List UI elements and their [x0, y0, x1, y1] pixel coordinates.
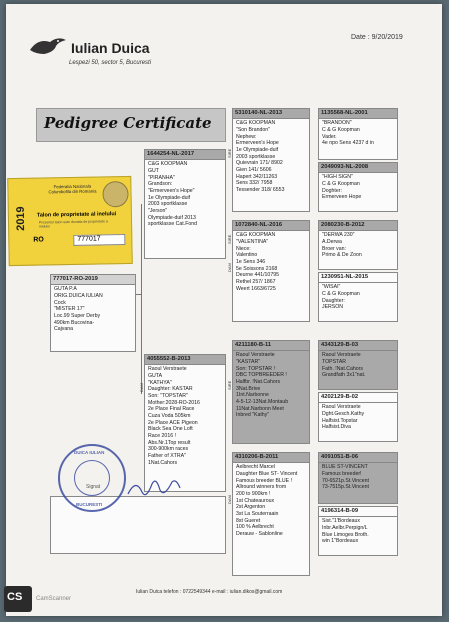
dds-details: BLUE ST-VINCENT Famous breeder! 70-6521p.St.Vincent 73-7515p.St.Vincent — [322, 464, 369, 491]
bird-logo-icon — [28, 34, 68, 58]
sire-label: SIRE — [227, 234, 232, 244]
dam-box — [144, 354, 226, 492]
dss-box — [318, 340, 398, 390]
dds-box — [318, 452, 398, 504]
sire-dam-details: C&G KOOPMAN "VALENTINA" Niece: Valentino 1e Sens 346 5e Soissons 2168 Deurne 441/10795 Rethel 257/ 1867 Weert 1663/6725 — [236, 232, 279, 292]
card-year: 2019 — [14, 206, 28, 231]
sds-box — [318, 220, 398, 270]
subject-details: GUTA P.A ORIG.DUICA IULIAN Cock "MISTER 17" Loc.99 Super Derby 490km Bucovina- Cajvana — [54, 286, 103, 333]
dam-sire-details: Raoul Verstraete "KASTAR" Son: TOPSTAR ! DBC TOPBREEDER ! Halfbr. !Nat.Cahors 3Nat.Brive 1Int.Narbonne 4-5-12-13Nat.Montaub 11Nat.Narbonn Meet Inbred "Kathy" — [236, 352, 289, 419]
club-stamp — [58, 444, 126, 512]
dam-sire-ring: 4211180-B-11 — [233, 341, 309, 351]
sds-ring: 2080230-B-2012 — [319, 221, 397, 231]
sire-label: SIRE — [227, 380, 232, 390]
dsd-ring: 4202129-B-02 — [319, 393, 397, 403]
sss-ring: 1135568-NL-2001 — [319, 109, 397, 119]
dam-label: DAM — [227, 263, 232, 272]
dsd-details: Raoul Verstraete Dght.Gesch.Kathy Halfsist.Topstar Halfsist.Diva — [322, 404, 365, 431]
sss-box — [318, 108, 398, 160]
ddd-details: Sist."1'Bordeaux Inbr.Aelbr.Perpign/L Blue Limoges Broth. win 1"Bordeaux — [322, 518, 369, 545]
sire-label: SIRE — [227, 148, 232, 158]
brand-name: Iulian Duica — [71, 40, 150, 56]
signature-icon — [124, 474, 184, 502]
sire-dam-ring: 1072840-NL-2016 — [233, 221, 309, 231]
dam-label: DAM — [139, 383, 144, 392]
ddd-box — [318, 506, 398, 556]
stamp-bottom-text: BUCURESTI — [76, 502, 103, 507]
card-country: RO — [33, 236, 44, 244]
ddd-ring: 4196314-B-09 — [319, 507, 397, 517]
card-small-print: Prezentul talon este dovada de proprietate a inelului — [38, 219, 108, 229]
ring-ownership-card — [7, 176, 133, 266]
dss-ring: 4343129-B-03 — [319, 341, 397, 351]
connector-line — [141, 204, 142, 394]
sdd-box — [318, 272, 398, 322]
dds-ring: 4091051-B-06 — [319, 453, 397, 463]
sire-sire-box — [232, 108, 310, 212]
sds-details: "DERWA 230" A.Derwa Broer van: Primo & De Zoon — [322, 232, 362, 259]
dam-details: Raoul Verstraete GUTA "KATHYA" Daughter: KASTAR Son: "TOPSTAR" Mother:2028-RO-2016 2e Place Final Race Cuza Voda 505km 2e Place ACE Pigeon Black Sea One Loft Race 2016 ! Abs.Nr.1Top result 300-900km races Father of XTRA" 1Nat.Cahors — [148, 366, 200, 466]
sdd-details: "WISAI" C & G Koopman Daughter: JERSON — [322, 284, 360, 311]
ssd-ring: 2049093-NL-2008 — [319, 163, 397, 173]
certificate-title: Pedigree Certificate — [44, 114, 212, 132]
ssd-details: "HIGH SIGN" C & G Koopman Doghter: Ermerveen Hope — [322, 174, 362, 201]
scanner-name: CamScanner — [36, 596, 72, 602]
sire-dam-box — [232, 220, 310, 322]
dam-label: DAM — [227, 495, 232, 504]
dsd-box — [318, 392, 398, 442]
sire-sire-ring: 5310140-NL-2013 — [233, 109, 309, 119]
sdd-ring: 1230951-NL-2015 — [319, 273, 397, 283]
sire-box — [144, 149, 226, 259]
signed-label: Signat — [86, 484, 101, 490]
card-federation: Federatia Nationala Columbofila din Romania — [48, 183, 97, 195]
sire-sire-details: C&G KOOPMAN "Son Brandon" Nephew: Ermerveen's Hope 1e Olympiade-duif 2003 sportklasse Quievrain 171/ 8902 Gien 141/ 5606 Hapert 342/11263 Sens 332/ 7958 Tessender 318/ 6553 — [236, 120, 285, 193]
dam-dam-box — [232, 452, 310, 576]
dam-ring: 4055552-B-2013 — [145, 355, 225, 365]
pedigree-sheet — [6, 4, 442, 616]
card-talon-title: Talon de proprietate al inelului — [36, 211, 117, 219]
date-label: Date : 9/20/2019 — [351, 34, 403, 41]
sss-details: "BRANDON" C & G Koopman Vader. 4e npo Sens 4237 d in — [322, 120, 374, 147]
subject-pigeon-box — [50, 274, 136, 352]
footer-contact: Iulian Duica telefon : 0722549344 e-mail : iulian.dikos@gmail.com — [136, 589, 283, 595]
scanner-logo-icon: CS — [4, 586, 32, 612]
dam-dam-details: Aelbrecht Marcel Daughter Blue ST- Vincent Famous breeder BLUE ! Allround winners from 200 to 900km ! 1st Chateauroux 2st Argenton 3st La Souterraain 8st Gueret 100 % Aelbrecht Derauw - Sablonline — [236, 464, 298, 537]
dam-dam-ring: 4310206-B-2011 — [233, 453, 309, 463]
card-ring-number: 777017 — [73, 234, 125, 246]
federation-emblem-icon — [102, 181, 128, 207]
dam-sire-box — [232, 340, 310, 444]
subject-ring: 777017-RO-2019 — [51, 275, 135, 285]
brand-address: Lespezi 50, sector 5, Bucuresti — [69, 60, 152, 66]
dss-details: Raoul Verstraete TOPSTAR Fath. !Nat.Cahors Grandfath 3x1"nat. — [322, 352, 366, 379]
stamp-center — [74, 460, 110, 496]
sire-ring: 1644254-NL-2017 — [145, 150, 225, 160]
sire-details: C&G KOOPMAN GUT "PIRANHA" Grandson: "Ermerveen's Hope" 1e Olympiade-duif 2003 sportklasse "Jerson" Olympiade-duif 2013 sportklasse Cat.Fond — [148, 161, 198, 228]
ssd-box — [318, 162, 398, 212]
stamp-top-text: DUICA IULIAN — [74, 450, 105, 455]
